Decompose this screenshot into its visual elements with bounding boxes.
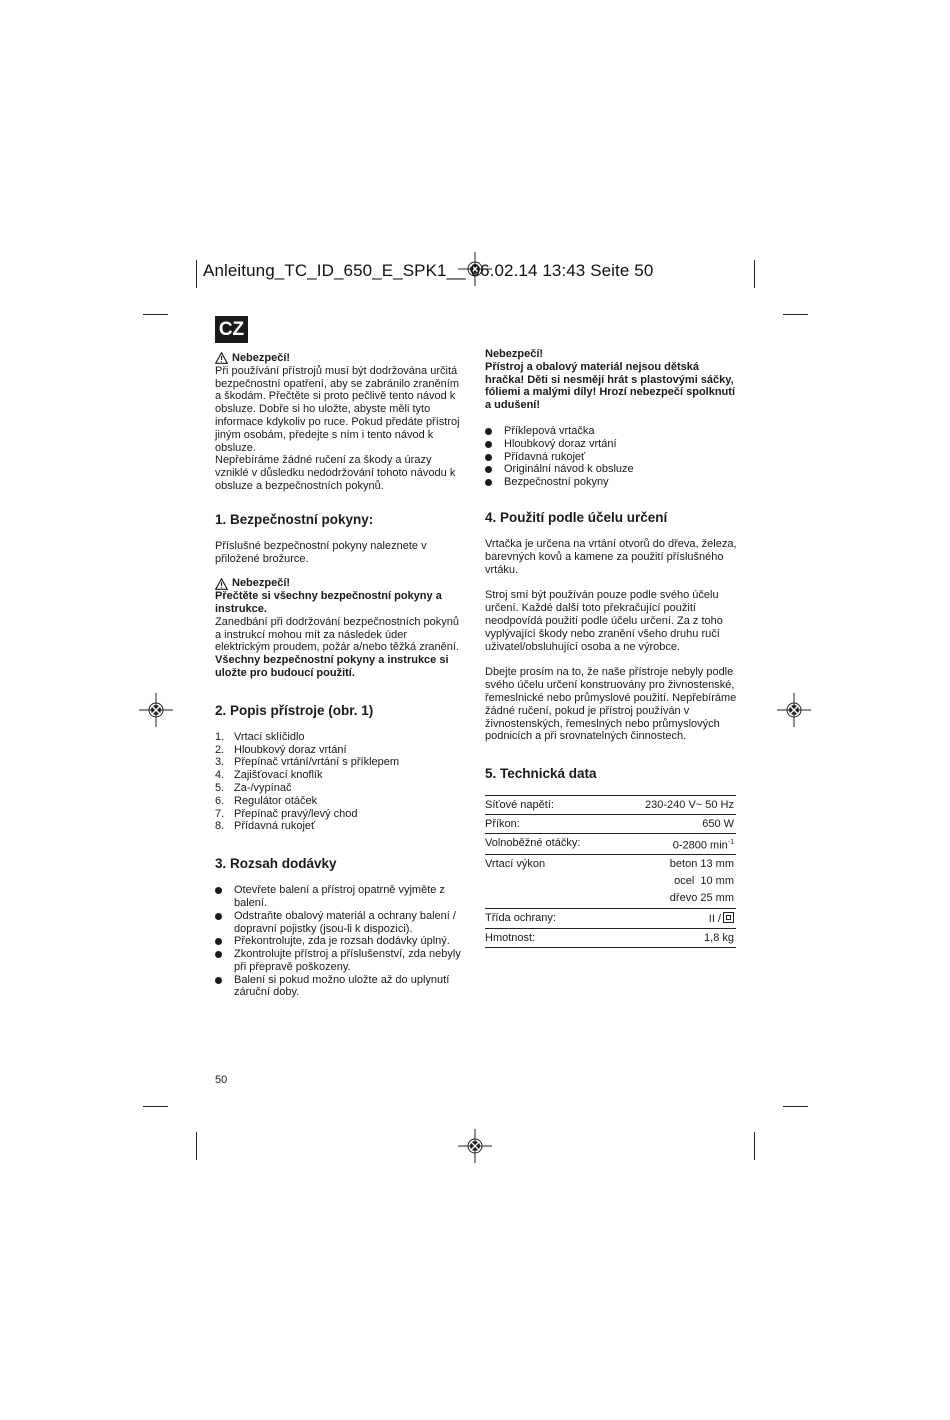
spec-value: beton 13 mm ocel 10 mm dřevo 25 mm <box>669 858 734 905</box>
table-row <box>485 909 736 929</box>
table-row <box>485 833 736 854</box>
section-heading-3: 3. Rozsah dodávky <box>215 856 337 872</box>
warning-title: Nebezpečí! <box>232 352 291 364</box>
spec-value: 230-240 V~ 50 Hz <box>614 796 736 815</box>
crop-mark <box>783 1106 808 1107</box>
list-item: Bezpečnostní pokyny <box>485 476 737 489</box>
crop-mark <box>196 260 197 288</box>
page-number: 50 <box>215 1074 228 1086</box>
table-row <box>485 928 736 947</box>
registration-mark-icon <box>777 693 811 727</box>
list-item: 6. Regulátor otáček <box>215 794 318 807</box>
crop-mark <box>143 314 168 315</box>
list-item: Balení si pokud možno uložte až do uplynutí záruční doby. <box>215 974 465 1000</box>
table-row <box>485 855 736 909</box>
section-heading-1: 1. Bezpečnostní pokyny: <box>215 511 374 527</box>
list-item: 8. Přídavná rukojeť <box>215 820 316 833</box>
list-item: Otevřete balení a přístroj opatrně vyjměte z balení. <box>215 884 465 910</box>
list-item: Originální návod k obsluze <box>485 463 737 476</box>
list-item: 2. Hloubkový doraz vrtání <box>215 743 347 756</box>
spec-label: Příkon: <box>485 814 614 833</box>
list-item: 5. Za-/vypínač <box>215 781 292 794</box>
warning-text: Při používání přístrojů musí být dodržována určitá bezpečnostní opatření, aby se zabránilo zraněním a škodám. Přečtěte si proto pečlivě tento návod k obsluze. Dobře si ho uložte, abyste měli tyto informace kdykoliv po ruce. Pokud předáte přístroj jiným osobám, předejte s ním i tento návod k obsluze. <box>215 364 460 454</box>
section-heading-2: 2. Popis přístroje (obr. 1) <box>215 702 374 718</box>
section-1-text: Příslušné bezpečnostní pokyny naleznete v přiložené brožurce. <box>215 539 427 565</box>
crop-mark <box>783 314 808 315</box>
warning-title: Nebezpečí! <box>485 348 544 360</box>
section-heading-4: 4. Použití podle účelu určení <box>485 509 668 525</box>
spec-value: II / <box>614 909 736 929</box>
registration-mark-icon <box>458 1129 492 1163</box>
crop-mark <box>196 1132 197 1160</box>
section-heading-5: 5. Technická data <box>485 766 597 782</box>
warning-heading <box>215 352 465 365</box>
list-item: 1. Vrtací sklíčidlo <box>215 730 305 743</box>
warning-triangle-icon <box>215 578 228 590</box>
spec-label: Hmotnost: <box>485 928 614 947</box>
list-item: 3. Přepínač vrtání/vrtání s příklepem <box>215 756 400 769</box>
protection-class-ii-icon <box>723 912 734 923</box>
registration-mark-icon <box>139 693 173 727</box>
section-4-paragraph: Stroj smí být používán pouze podle svého účelu určení. Každé další toto překračující použití neodpovídá použití podle účelu určení. Za z toho vyplývající škody nebo zranění všeho druhu ručí uživatel/obsluhující osoba a ne výrobce. <box>485 589 723 653</box>
list-item: Překontrolujte, zda je rozsah dodávky úplný. <box>215 935 465 948</box>
right-column <box>485 348 737 948</box>
list-item: Přídavná rukojeť <box>485 451 737 464</box>
crop-mark <box>754 260 755 288</box>
parts-list <box>215 731 465 833</box>
spec-label: Třída ochrany: <box>485 909 614 929</box>
list-item: Zkontrolujte přístroj a příslušenství, zda nebyly při přepravě poškozeny. <box>215 948 465 974</box>
warning-bold-text: Přečtěte si všechny bezpečnostní pokyny a instrukce. <box>215 590 442 615</box>
print-slug-header: Anleitung_TC_ID_650_E_SPK1__ 06.02.14 13:43 Seite 50 <box>203 261 654 280</box>
spec-label: Síťové napětí: <box>485 796 614 815</box>
warning-bold-text: Přístroj a obalový materiál nejsou dětská hračka! Děti si nesmějí hrát s plastovými sáčky, fóliemi a malými díly! Hrozí nebezpečí spolknutí a udušení! <box>485 360 735 412</box>
table-row <box>485 814 736 833</box>
warning-text: Zanedbání při dodržování bezpečnostních pokynů a instrukcí mohou mít za následek úder elektrickým proudem, požár a/nebo těžká zranění. <box>215 615 459 654</box>
warning-heading <box>215 577 465 590</box>
technical-data-table <box>485 795 736 948</box>
crop-mark <box>754 1132 755 1160</box>
warning-triangle-icon <box>215 352 228 364</box>
list-item: Příklepová vrtačka <box>485 425 737 438</box>
section-4-paragraph: Dbejte prosím na to, že naše přístroje nebyly podle svého účelu určení konstruovány pro živnostenské, řemeslnické nebo průmyslové použití. Nepřebíráme žádné ručení, pokud je přístroj používán v živnostenských, řemeslných nebo průmyslových podnicích a při srovnatelných činnostech. <box>485 666 737 743</box>
language-badge: CZ <box>215 316 248 343</box>
spec-label: Vrtací výkon <box>485 858 546 871</box>
list-item: 4. Zajišťovací knoflík <box>215 769 323 782</box>
list-item: Hloubkový doraz vrtání <box>485 438 737 451</box>
warning-title: Nebezpečí! <box>232 577 291 590</box>
crop-mark <box>143 1106 168 1107</box>
spec-value: 0-2800 $\min^{-1}$ <box>614 833 736 854</box>
spec-value: 1,8 kg <box>614 928 736 947</box>
list-item: 7. Přepínač pravý/levý chod <box>215 807 358 820</box>
package-contents-list <box>485 425 737 489</box>
section-4-paragraph: Vrtačka je určena na vrtání otvorů do dřeva, železa, barevných kovů a kamene za použití příslušného vrtáku. <box>485 537 737 576</box>
delivery-checklist <box>215 884 465 999</box>
spec-value: 650 W <box>614 814 736 833</box>
table-row <box>485 796 736 815</box>
liability-text: Nepřebíráme žádné ručení za škody a úrazy vzniklé v důsledku nedodržování tohoto návodu k obsluze a bezpečnostních pokynů. <box>215 454 456 492</box>
list-item: Odstraňte obalový materiál a ochrany balení / dopravní pojistky (jsou-li k dispozici). <box>215 910 465 936</box>
spec-label: Volnoběžné otáčky: <box>485 833 614 854</box>
warning-bold-text: Všechny bezpečnostní pokyny a instrukce si uložte pro budoucí použití. <box>215 654 449 679</box>
left-column <box>215 352 465 999</box>
